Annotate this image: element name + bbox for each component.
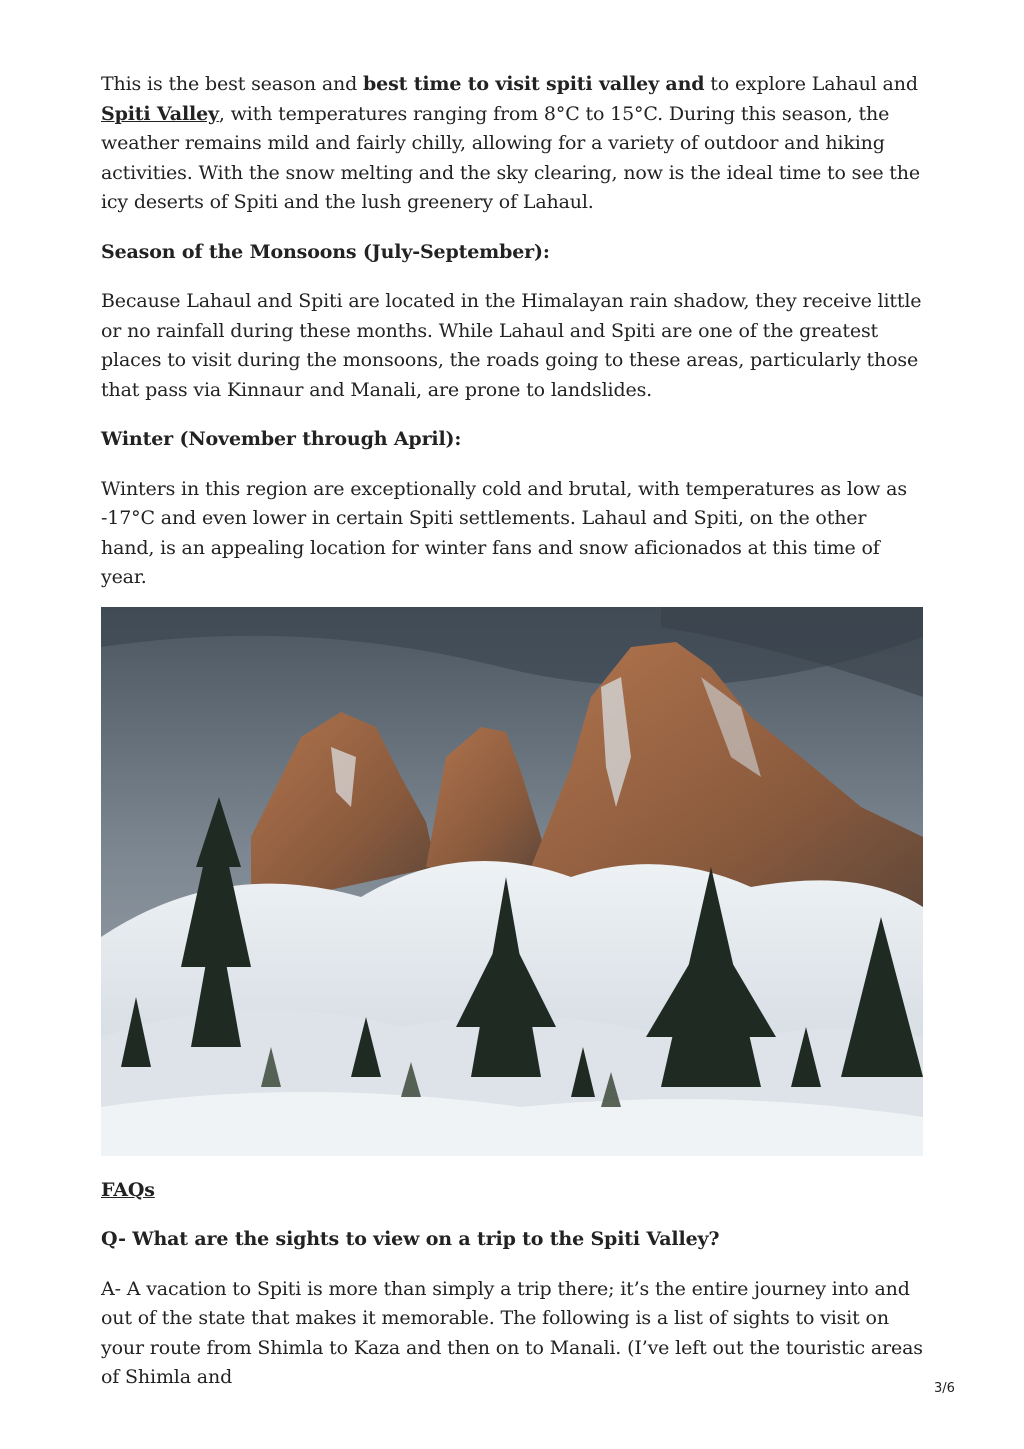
intro-text-post: , with temperatures ranging from 8°C to 15°C. During this season, the weather remains mild and fairly chilly, allowing for a variety of outdoor and hiking activities. With the snow melting and the sky clearing, now is the ideal time to see the icy deserts of Spiti and the lush greenery of Lahaul. — [101, 102, 920, 213]
faq-answer: A- A vacation to Spiti is more than simply a trip there; it’s the entire journey into and out of the state that makes it memorable. The following is a list of sights to visit on your route from Shimla to Kaza and then on to Manali. (I’ve left out the touristic areas of Shimla and — [101, 1277, 923, 1388]
snowy-mountain-photo — [101, 607, 923, 1156]
document-page — [101, 70, 923, 1413]
intro-bold-text: best time to visit spiti valley and — [363, 73, 705, 95]
winter-heading: Winter (November through April): — [101, 428, 462, 450]
page-number: 3/6 — [934, 1381, 955, 1396]
intro-text-pre: This is the best season and — [101, 73, 363, 95]
spiti-valley-link[interactable]: Spiti Valley — [101, 102, 219, 125]
faq-question: Q- What are the sights to view on a trip to the Spiti Valley? — [101, 1228, 720, 1250]
monsoon-heading: Season of the Monsoons (July-September): — [101, 240, 550, 263]
intro-paragraph — [101, 70, 923, 218]
intro-text-mid: to explore Lahaul and — [704, 73, 918, 95]
faq-link[interactable]: FAQs — [101, 1178, 155, 1201]
monsoon-paragraph: Because Lahaul and Spiti are located in the Himalayan rain shadow, they receive little or no rainfall during these months. While Lahaul and Spiti are one of the greatest places to visit during the monsoons, the roads going to these areas, particularly those that pass via Kinnaur and Manali, are prone to landslides. — [101, 290, 922, 401]
winter-paragraph: Winters in this region are exceptionally cold and brutal, with temperatures as low as -17°C and even lower in certain Spiti settlements. Lahaul and Spiti, on the other hand, is an appealing location for winter fans and snow aficionados at this time of year. — [101, 477, 907, 588]
faq-title-paragraph — [101, 1176, 923, 1206]
